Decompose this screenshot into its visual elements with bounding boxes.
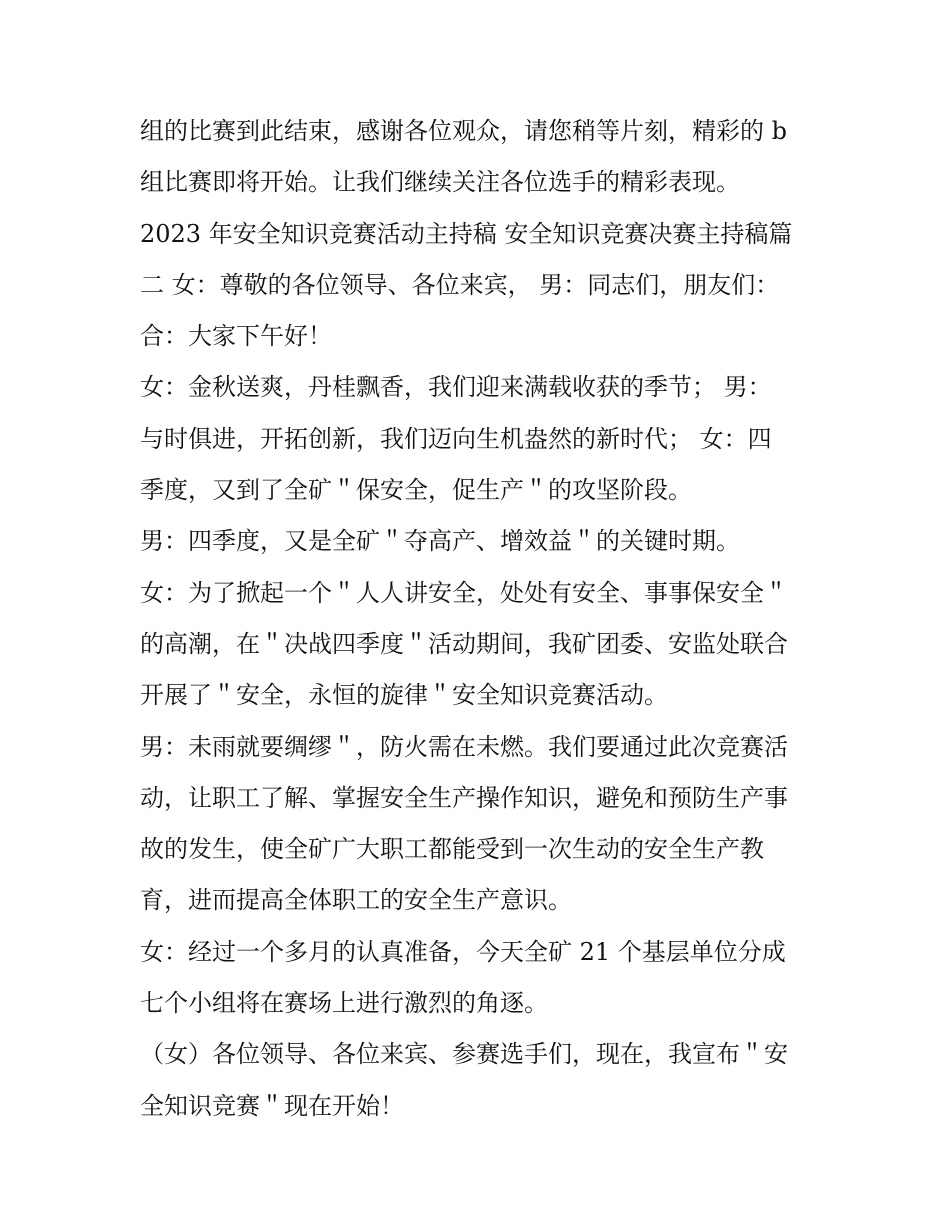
text-line: 七个小组将在赛场上进行激烈的角逐。 [140,989,548,1018]
text-line: 二 女：尊敬的各位领导、各位来宾， 男：同志们，朋友们： [140,270,780,299]
text-line: 育，进而提高全体职工的安全生产意识。 [140,886,572,915]
text-line: 女：为了掀起一个＂人人讲安全，处处有安全、事事保安全＂ [140,578,788,607]
text-line: 全知识竞赛＂现在开始！ [140,1091,404,1120]
text-line: 与时俱进，开拓创新，我们迈向生机盎然的新时代； 女：四 [140,424,772,453]
text-line: 合：大家下午好！ [140,322,332,351]
text-line: 季度，又到了全矿＂保安全，促生产＂的攻坚阶段。 [140,476,692,505]
text-line: 2023 年安全知识竞赛活动主持稿 安全知识竞赛决赛主持稿篇 [140,219,793,248]
text-line: 开展了＂安全，永恒的旋律＂安全知识竞赛活动。 [140,681,668,710]
text-line: 组的比赛到此结束，感谢各位观众，请您稍等片刻，精彩的 b [140,117,787,145]
text-line: 女：经过一个多月的认真准备，今天全矿 21 个基层单位分成 [140,937,786,966]
text-line: 动，让职工了解、掌握安全生产操作知识，避免和预防生产事 [140,783,788,812]
text-line: 组比赛即将开始。让我们继续关注各位选手的精彩表现。 [140,168,740,197]
text-line: 故的发生，使全矿广大职工都能受到一次生动的安全生产教 [140,835,764,864]
text-line: 男：未雨就要绸缪＂，防火需在未燃。我们要通过此次竞赛活 [140,732,788,761]
text-line: 男：四季度，又是全矿＂夺高产、增效益＂的关键时期。 [140,527,740,556]
text-line: 女：金秋送爽，丹桂飘香，我们迎来满载收获的季节； 男： [140,373,772,402]
text-line: 的高潮，在＂决战四季度＂活动期间，我矿团委、安监处联合 [140,629,788,658]
document-body [140,111,820,1137]
text-line: （女）各位领导、各位来宾、参赛选手们，现在，我宣布＂安 [140,1040,788,1069]
